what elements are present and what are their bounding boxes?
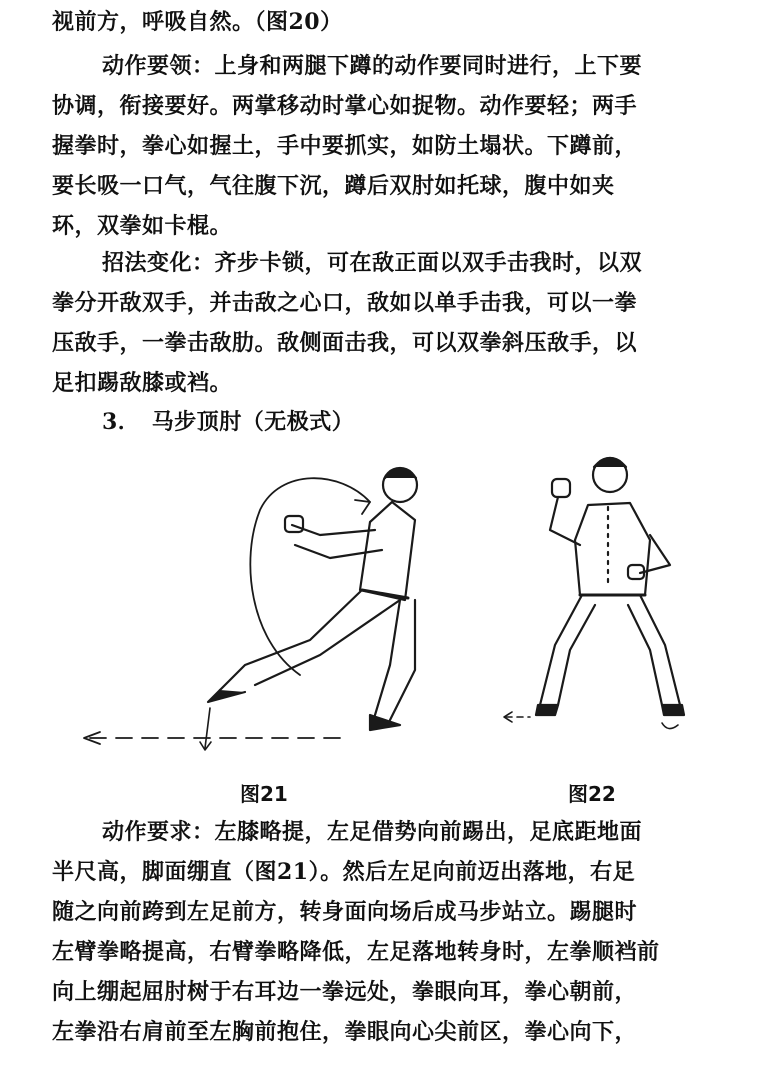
- horse-stance-drawing: [500, 445, 710, 735]
- figure-22-illustration: [500, 445, 710, 735]
- requirements-2-paragraph: [52, 812, 724, 1052]
- text-line: 动作要求：左膝略提，左足借势向前踢出，足底距地面: [102, 819, 643, 845]
- figure-21-illustration: [70, 450, 450, 760]
- text-line: 握拳时，拳心如握土，手中要抓实，如防土塌状。下蹲前，: [52, 133, 638, 159]
- requirements-paragraph: [52, 46, 724, 246]
- technique-paragraph: [52, 243, 724, 403]
- text-line: 左臂拳略提高，右臂拳略降低，左足落地转身时，左拳顺裆前: [52, 939, 660, 965]
- text-line: 协调，衔接要好。两掌移动时掌心如捉物。动作要轻；两手: [52, 93, 638, 119]
- text-line: 招法变化：齐步卡锁，可在敌正面以双手击我时，以双: [102, 250, 643, 276]
- text-line: 环，双拳如卡棍。: [52, 213, 233, 239]
- section-heading-block: [52, 402, 724, 442]
- text-line: 动作要领：上身和两腿下蹲的动作要同时进行，上下要: [102, 53, 643, 79]
- text-line: 要长吸一口气，气往腹下沉，蹲后双肘如托球，腹中如夹: [52, 173, 615, 199]
- text-line: 随之向前跨到左足前方，转身面向场后成马步站立。踢腿时: [52, 899, 638, 925]
- figure-21-caption: 图21: [240, 782, 288, 806]
- text-line: 足扣踢敌膝或裆。: [52, 370, 233, 396]
- text-line: 左拳沿右肩前至左胸前抱住，拳眼向心尖前区，拳心向下，: [52, 1019, 638, 1045]
- figure-22-caption: 图22: [568, 782, 616, 806]
- text-line: 拳分开敌双手，并击敌之心口，敌如以单手击我，可以一拳: [52, 290, 638, 316]
- text-line: 视前方，呼吸自然。（图20）: [52, 9, 343, 35]
- text-line: 压敌手，一拳击敌肋。敌侧面击我，可以双拳斜压敌手，以: [52, 330, 638, 356]
- section-heading: 3． 马步顶肘（无极式）: [102, 409, 355, 435]
- kick-pose-drawing: [70, 450, 450, 760]
- text-line: 向上绷起屈肘树于右耳边一拳远处，拳眼向耳，拳心朝前，: [52, 979, 638, 1005]
- intro-paragraph: [52, 2, 724, 42]
- text-line: 半尺高，脚面绷直（图21）。然后左足向前迈出落地，右足: [52, 859, 636, 885]
